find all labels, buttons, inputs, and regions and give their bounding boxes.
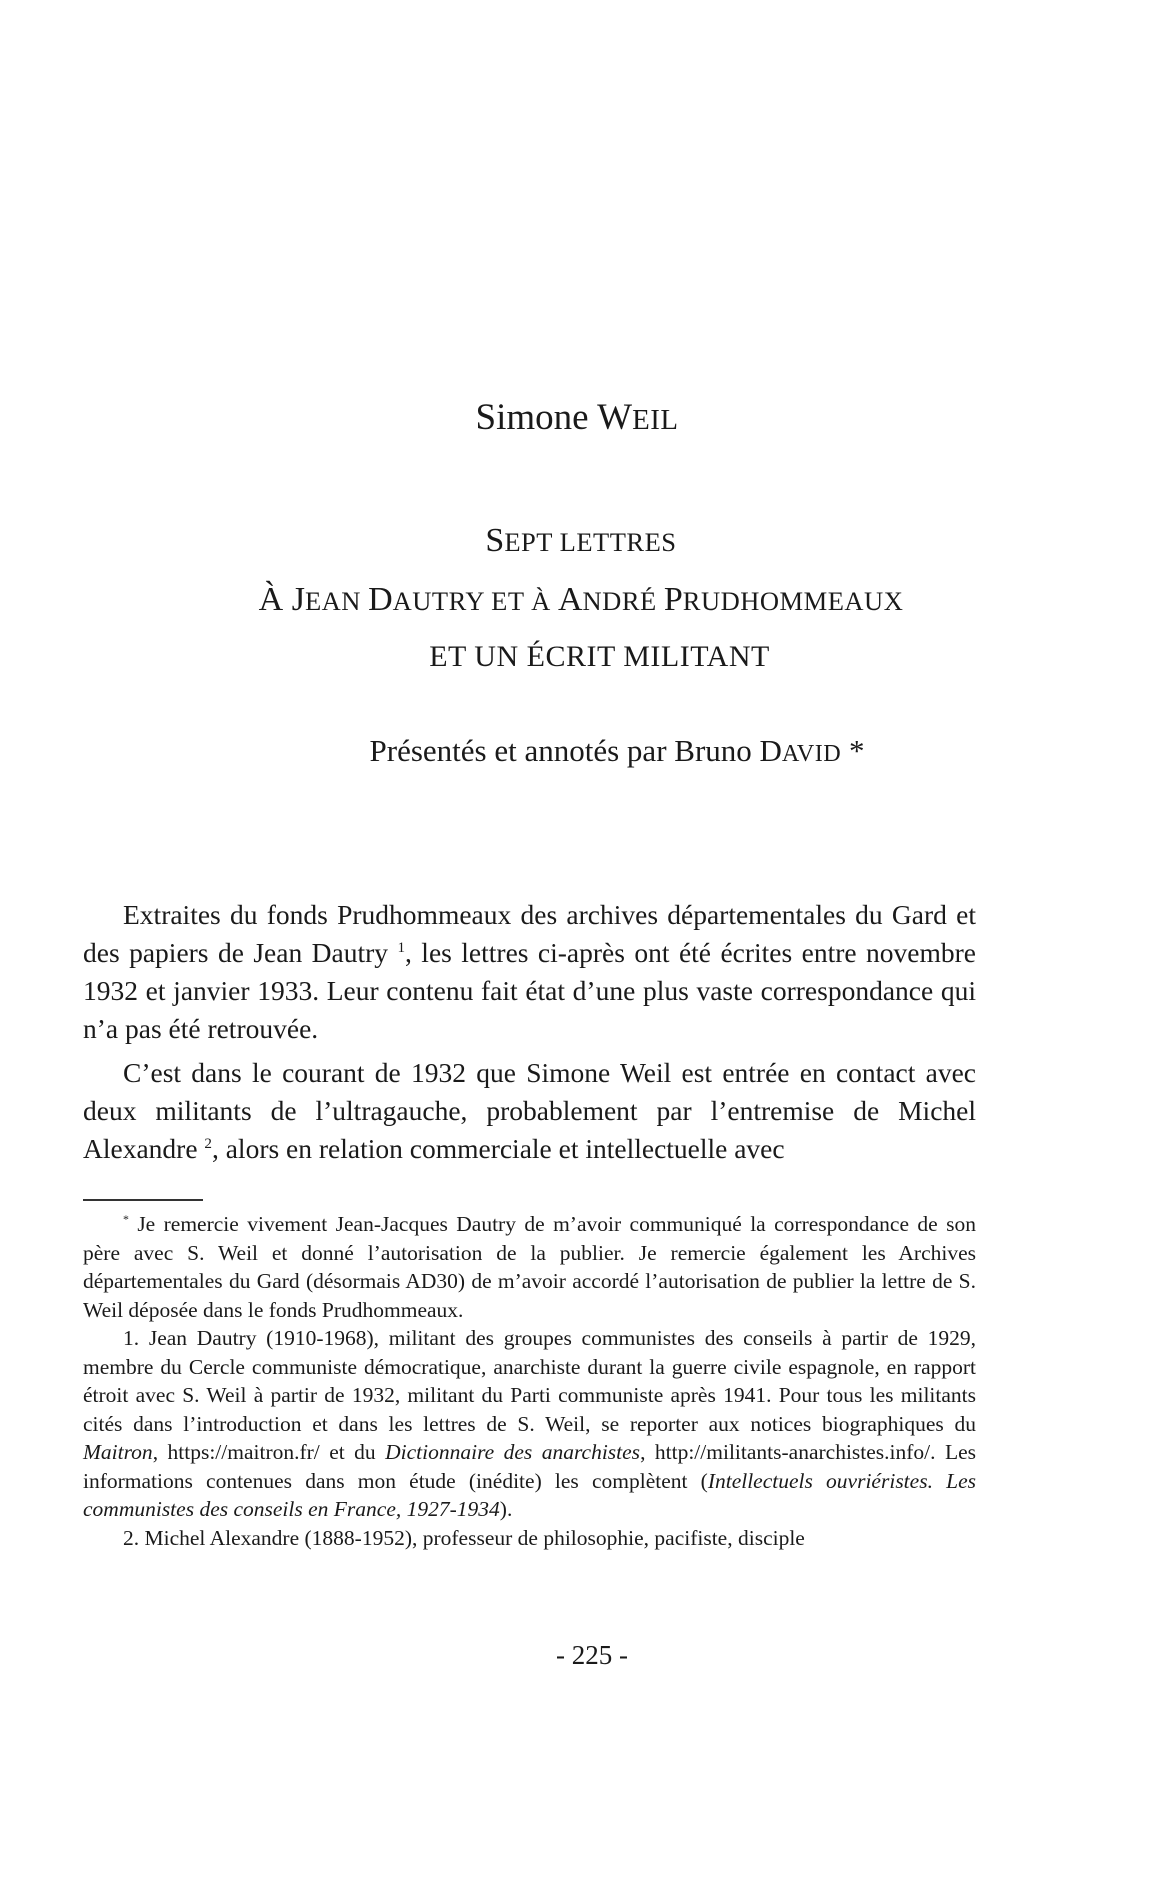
footnote-ref: 1 bbox=[397, 939, 405, 956]
article-title bbox=[0, 512, 1154, 684]
title-line-3: ET UN ÉCRIT MILITANT bbox=[429, 640, 770, 673]
paragraph: Extraites du fonds Prudhommeaux des archives départementales du Gard et des papiers de Jean Dautry $^1$, les lettres ci-après ont été écrites entre novembre 1932 et janvier 1933. Leur contenu fait état d’une plus vaste correspondance qui n’a pas été retrouvée. bbox=[83, 899, 976, 1044]
page-number: - 225 - bbox=[556, 1640, 628, 1670]
paragraph: C’est dans le courant de 1932 que Simone Weil est entrée en contact avec deux militants de l’ultragauche, probablement par l’entremise de Michel Alexandre $^2$, alors en relation commerciale et intellectuelle avec bbox=[83, 1057, 976, 1164]
title-line-1: SEPT LETTRES bbox=[485, 522, 677, 559]
footnote-divider bbox=[83, 1199, 203, 1201]
footnotes bbox=[83, 1210, 976, 1552]
footnote-2: 2. Michel Alexandre (1888-1952), professeur de philosophie, pacifiste, disciple bbox=[123, 1525, 805, 1550]
presented-by: Présentés et annotés par Bruno DAVID * bbox=[369, 733, 865, 768]
footnote-1: 1. Jean Dautry (1910-1968), militant des groupes communistes des conseils à partir de 1929, membre du Cercle communiste démocratique, anarchiste durant la guerre civile espagnole, en rapport étroit avec S. Weil à partir de 1932, militant du Parti communiste après 1941. Pour tous les militants cités dans l’introduction et dans les lettres de S. Weil, se reporter aux notices biographiques du Maitron, https://maitron.fr/ et du Dictionnaire des anarchistes, http://militants-anarchistes.info/. Les informations contenues dans mon étude (inédite) les complètent (Intellectuels ouvriéristes. Les communistes des conseils en France, 1927-1934). bbox=[83, 1326, 976, 1521]
author-name bbox=[0, 396, 1154, 439]
footnote-star: * Je remercie vivement Jean-Jacques Dautry de m’avoir communiqué la correspondance de son père avec S. Weil et donné l’autorisation de la publier. Je remercie également les Archives départementales du Gard (désormais AD30) de m’avoir accordé l’autorisation de publier la lettre de S. Weil déposée dans le fonds Prudhommeaux. bbox=[83, 1211, 976, 1322]
author-last-initial: W bbox=[597, 397, 633, 438]
author-last-name-rest: EIL bbox=[632, 404, 679, 436]
title-line-2: À JEAN DAUTRY ET À ANDRÉ PRUDHOMMEAUX bbox=[258, 581, 904, 618]
footnote-ref: 2 bbox=[204, 1135, 212, 1152]
author-first-name: Simone bbox=[475, 397, 589, 438]
body-text bbox=[83, 896, 976, 1168]
